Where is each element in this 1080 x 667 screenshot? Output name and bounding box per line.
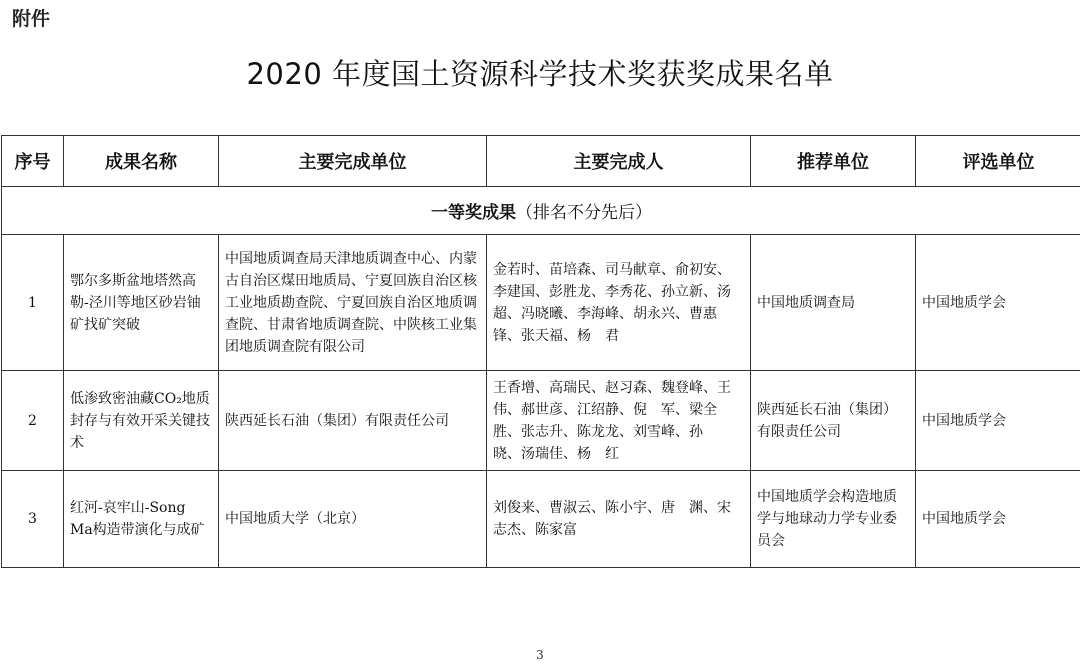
awards-table <box>1 135 1080 568</box>
row-units: 陕西延长石油（集团）有限责任公司 <box>219 371 487 471</box>
row-seq: 3 <box>2 471 64 568</box>
row-seq: 2 <box>2 371 64 471</box>
row-persons: 刘俊来、曹淑云、陈小宇、唐 渊、宋志杰、陈家富 <box>487 471 751 568</box>
document-title: 2020 年度国土资源科学技术奖获奖成果名单 <box>246 57 834 91</box>
header-recommender: 推荐单位 <box>751 136 916 187</box>
row-evaluator: 中国地质学会 <box>916 371 1080 471</box>
table-row <box>2 235 1080 371</box>
table-row <box>2 471 1080 568</box>
table-row <box>2 371 1080 471</box>
row-persons: 金若时、苗培森、司马献章、俞初安、李建国、彭胜龙、李秀花、孙立新、汤 超、冯晓曦、李海峰、胡永兴、曹惠锋、张天福、杨 君 <box>487 235 751 371</box>
category-note: （排名不分先后） <box>516 203 652 223</box>
row-persons: 王香增、高瑞民、赵习森、魏登峰、王 伟、郝世彦、江绍静、倪 军、梁全胜、张志升、陈龙龙、刘雪峰、孙 晓、汤瑞佳、杨 红 <box>487 371 751 471</box>
page-number: 3 <box>536 648 544 662</box>
row-evaluator: 中国地质学会 <box>916 471 1080 568</box>
row-name: 低渗致密油藏CO₂地质封存与有效开采关键技术 <box>64 371 219 471</box>
row-recommender: 陕西延长石油（集团）有限责任公司 <box>751 371 916 471</box>
category-cell <box>2 187 1080 235</box>
row-name: 鄂尔多斯盆地塔然高勒-泾川等地区砂岩铀矿找矿突破 <box>64 235 219 371</box>
row-evaluator: 中国地质学会 <box>916 235 1080 371</box>
attachment-label: 附件 <box>12 8 51 30</box>
row-seq: 1 <box>2 235 64 371</box>
category-title: 一等奖成果 <box>431 203 516 223</box>
header-name: 成果名称 <box>64 136 219 187</box>
row-name: 红河-哀牢山-Song Ma构造带演化与成矿 <box>64 471 219 568</box>
header-evaluator: 评选单位 <box>916 136 1080 187</box>
header-units: 主要完成单位 <box>219 136 487 187</box>
header-seq: 序号 <box>2 136 64 187</box>
row-units: 中国地质大学（北京） <box>219 471 487 568</box>
row-recommender: 中国地质学会构造地质学与地球动力学专业委员会 <box>751 471 916 568</box>
row-units: 中国地质调查局天津地质调查中心、内蒙古自治区煤田地质局、宁夏回族自治区核工业地质勘查院、宁夏回族自治区地质调查院、甘肃省地质调查院、中陕核工业集团地质调查院有限公司 <box>219 235 487 371</box>
header-persons: 主要完成人 <box>487 136 751 187</box>
row-recommender: 中国地质调查局 <box>751 235 916 371</box>
category-row <box>2 187 1080 235</box>
header-row <box>2 136 1080 187</box>
